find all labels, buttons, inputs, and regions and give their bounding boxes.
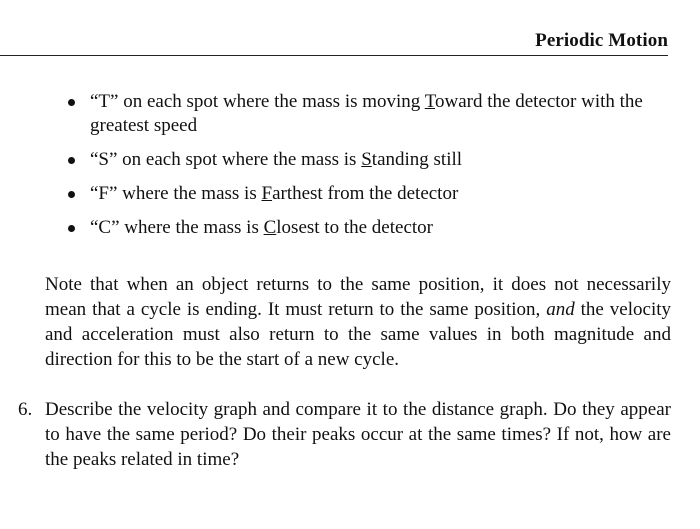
note-text-part2: the velocity and acceleration must also return to the same values in both magnitude and direction for this to be the start of a new cycle. bbox=[45, 299, 671, 370]
bullet-key-letter: F bbox=[261, 183, 273, 204]
bullet-text-post: oward the detector with the greatest speed bbox=[90, 91, 643, 136]
instruction-bullet-list bbox=[68, 90, 674, 250]
bullet-dot-icon bbox=[68, 157, 75, 164]
bullet-item-closest bbox=[68, 216, 674, 240]
bullet-dot-icon bbox=[68, 99, 75, 106]
note-text-part1: Note that when an object returns to the same position, it does not necessarily mean that a cycle is ending. It must return to the same position, bbox=[45, 274, 671, 320]
question-6 bbox=[18, 397, 671, 472]
bullet-text-pre: “F” where the mass is bbox=[90, 183, 262, 204]
bullet-text-post: arthest from the detector bbox=[272, 183, 459, 204]
bullet-dot-icon bbox=[68, 191, 75, 198]
bullet-item-standing bbox=[68, 148, 674, 172]
bullet-text-post: losest to the detector bbox=[276, 217, 433, 238]
bullet-item-toward bbox=[68, 90, 674, 138]
question-text: Describe the velocity graph and compare it to the distance graph. Do they appear to have the same period? Do their peaks occur at the same times? If not, how are the peaks related in time? bbox=[45, 399, 671, 470]
header-divider bbox=[0, 55, 668, 56]
bullet-dot-icon bbox=[68, 225, 75, 232]
question-number: 6. bbox=[18, 399, 33, 420]
cycle-note-paragraph bbox=[45, 272, 671, 372]
bullet-text-pre: “T” on each spot where the mass is moving bbox=[90, 91, 425, 112]
bullet-key-letter: S bbox=[361, 149, 372, 170]
bullet-text-post: tanding still bbox=[371, 149, 463, 170]
bullet-key-letter: C bbox=[263, 217, 277, 238]
bullet-text-pre: “C” where the mass is bbox=[90, 217, 264, 238]
bullet-item-farthest bbox=[68, 182, 674, 206]
bullet-text-pre: “S” on each spot where the mass is bbox=[90, 149, 362, 170]
page-header-title: Periodic Motion bbox=[535, 30, 668, 51]
bullet-key-letter: T bbox=[424, 91, 435, 112]
note-emphasis: and bbox=[546, 299, 575, 320]
